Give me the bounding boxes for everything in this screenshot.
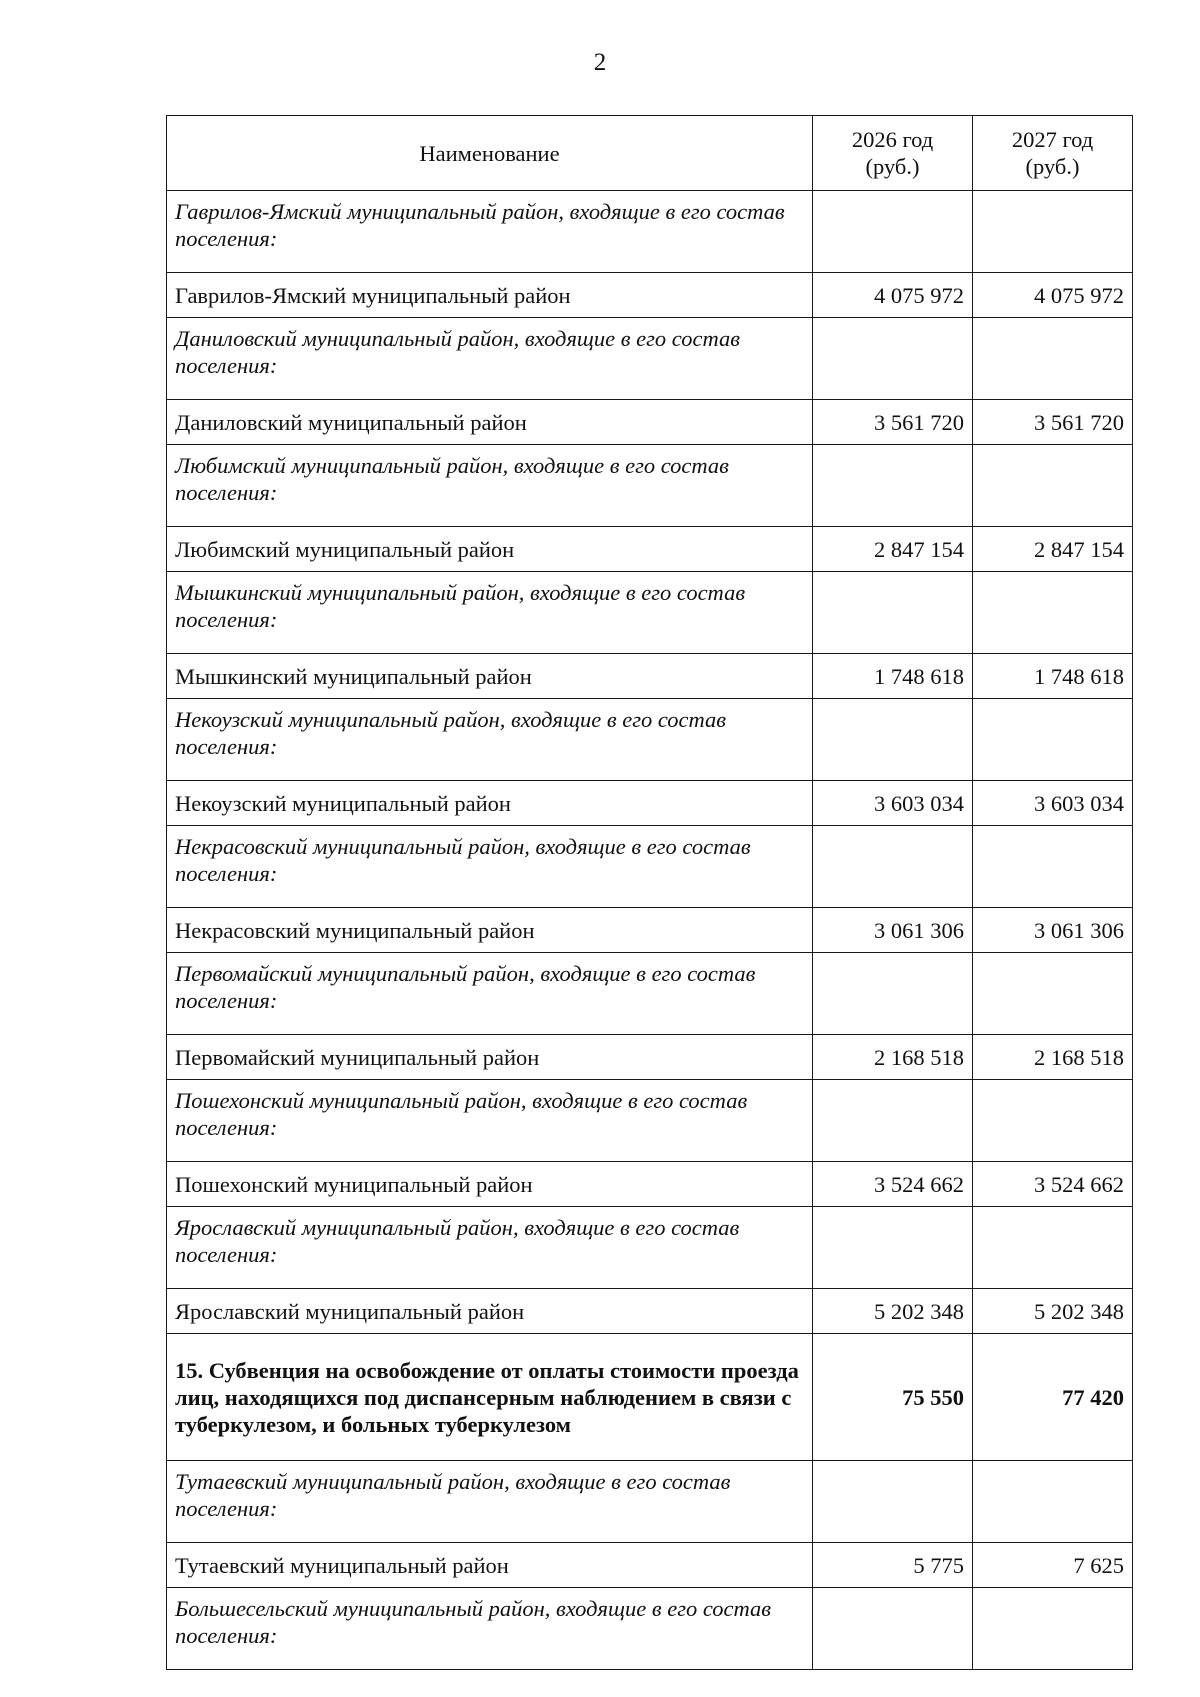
row-value-2027 <box>973 572 1133 654</box>
section-total-row <box>167 1334 1133 1461</box>
row-value-2027: 3 561 720 <box>973 400 1133 445</box>
header-name: Наименование <box>167 116 813 191</box>
table-row <box>167 1588 1133 1670</box>
row-name: Некоузский муниципальный район, входящие в его состав поселения: <box>167 699 813 781</box>
table-row <box>167 699 1133 781</box>
row-name: Мышкинский муниципальный район, входящие в его состав поселения: <box>167 572 813 654</box>
row-value-2027 <box>973 1080 1133 1162</box>
header-year-2027-label: 2027 год <box>1011 127 1094 152</box>
row-value-2027: 1 748 618 <box>973 654 1133 699</box>
row-name: Мышкинский муниципальный район <box>167 654 813 699</box>
row-value-2026: 3 603 034 <box>813 781 973 826</box>
row-value-2026 <box>813 191 973 273</box>
row-value-2026 <box>813 1588 973 1670</box>
row-value-2026 <box>813 1461 973 1543</box>
row-value-2027: 4 075 972 <box>973 273 1133 318</box>
row-name: Даниловский муниципальный район, входящие в его состав поселения: <box>167 318 813 400</box>
table-row <box>167 1162 1133 1207</box>
allocation-table <box>166 115 1133 1670</box>
row-name: Даниловский муниципальный район <box>167 400 813 445</box>
table-row <box>167 654 1133 699</box>
row-value-2026: 3 061 306 <box>813 908 973 953</box>
row-value-2026 <box>813 1080 973 1162</box>
row-value-2026 <box>813 826 973 908</box>
table-row <box>167 273 1133 318</box>
row-value-2026 <box>813 699 973 781</box>
table-row <box>167 400 1133 445</box>
row-value-2026: 4 075 972 <box>813 273 973 318</box>
row-value-2026 <box>813 318 973 400</box>
row-value-2026: 1 748 618 <box>813 654 973 699</box>
row-name: Некрасовский муниципальный район <box>167 908 813 953</box>
row-value-2027: 2 847 154 <box>973 527 1133 572</box>
row-value-2027: 5 202 348 <box>973 1289 1133 1334</box>
row-value-2027 <box>973 826 1133 908</box>
row-value-2027 <box>973 1461 1133 1543</box>
row-value-2027: 3 524 662 <box>973 1162 1133 1207</box>
table-row <box>167 527 1133 572</box>
row-name: Некоузский муниципальный район <box>167 781 813 826</box>
row-value-2026: 5 775 <box>813 1543 973 1588</box>
row-value-2026: 2 847 154 <box>813 527 973 572</box>
row-value-2026 <box>813 953 973 1035</box>
row-name: Тутаевский муниципальный район, входящие в его состав поселения: <box>167 1461 813 1543</box>
table-row <box>167 781 1133 826</box>
table-row <box>167 1543 1133 1588</box>
row-value-2027: 7 625 <box>973 1543 1133 1588</box>
table-row <box>167 1035 1133 1080</box>
table-row <box>167 953 1133 1035</box>
row-value-2027: 3 603 034 <box>973 781 1133 826</box>
table-row <box>167 445 1133 527</box>
row-value-2026: 3 561 720 <box>813 400 973 445</box>
row-value-2026 <box>813 1207 973 1289</box>
table-row <box>167 1207 1133 1289</box>
row-name: Гаврилов-Ямский муниципальный район, входящие в его состав поселения: <box>167 191 813 273</box>
header-year-2027-unit: (руб.) <box>1025 154 1080 179</box>
row-name: Любимский муниципальный район, входящие в его состав поселения: <box>167 445 813 527</box>
table-row <box>167 191 1133 273</box>
row-name: Первомайский муниципальный район <box>167 1035 813 1080</box>
row-name: Тутаевский муниципальный район <box>167 1543 813 1588</box>
row-value-2026: 2 168 518 <box>813 1035 973 1080</box>
header-year-2026 <box>813 116 973 191</box>
header-year-2026-unit: (руб.) <box>865 154 920 179</box>
row-value-2026: 3 524 662 <box>813 1162 973 1207</box>
header-year-2026-label: 2026 год <box>851 127 934 152</box>
row-value-2027 <box>973 445 1133 527</box>
section-title: 15. Субвенция на освобождение от оплаты стоимости проезда лиц, находящихся под диспансерным наблюдением в связи с туберкулезом, и больных туберкулезом <box>167 1334 813 1461</box>
row-value-2026 <box>813 445 973 527</box>
row-name: Пошехонский муниципальный район <box>167 1162 813 1207</box>
row-name: Любимский муниципальный район <box>167 527 813 572</box>
row-value-2027 <box>973 191 1133 273</box>
row-name: Пошехонский муниципальный район, входящие в его состав поселения: <box>167 1080 813 1162</box>
table-row <box>167 1080 1133 1162</box>
row-value-2027 <box>973 1207 1133 1289</box>
row-value-2027 <box>973 1588 1133 1670</box>
section-total-2027: 77 420 <box>973 1334 1133 1461</box>
table-header-row <box>167 116 1133 191</box>
table-row <box>167 908 1133 953</box>
row-name: Некрасовский муниципальный район, входящие в его состав поселения: <box>167 826 813 908</box>
table-row <box>167 572 1133 654</box>
row-value-2026: 5 202 348 <box>813 1289 973 1334</box>
table-row <box>167 826 1133 908</box>
row-value-2027 <box>973 318 1133 400</box>
row-value-2027: 2 168 518 <box>973 1035 1133 1080</box>
row-name: Гаврилов-Ямский муниципальный район <box>167 273 813 318</box>
table-row <box>167 1461 1133 1543</box>
table-row <box>167 318 1133 400</box>
row-value-2027 <box>973 699 1133 781</box>
row-value-2027 <box>973 953 1133 1035</box>
header-year-2027 <box>973 116 1133 191</box>
row-name: Ярославский муниципальный район <box>167 1289 813 1334</box>
row-value-2027: 3 061 306 <box>973 908 1133 953</box>
row-value-2026 <box>813 572 973 654</box>
section-total-2026: 75 550 <box>813 1334 973 1461</box>
row-name: Первомайский муниципальный район, входящие в его состав поселения: <box>167 953 813 1035</box>
page-number: 2 <box>593 49 607 76</box>
row-name: Большесельский муниципальный район, входящие в его состав поселения: <box>167 1588 813 1670</box>
table-row <box>167 1289 1133 1334</box>
row-name: Ярославский муниципальный район, входящие в его состав поселения: <box>167 1207 813 1289</box>
